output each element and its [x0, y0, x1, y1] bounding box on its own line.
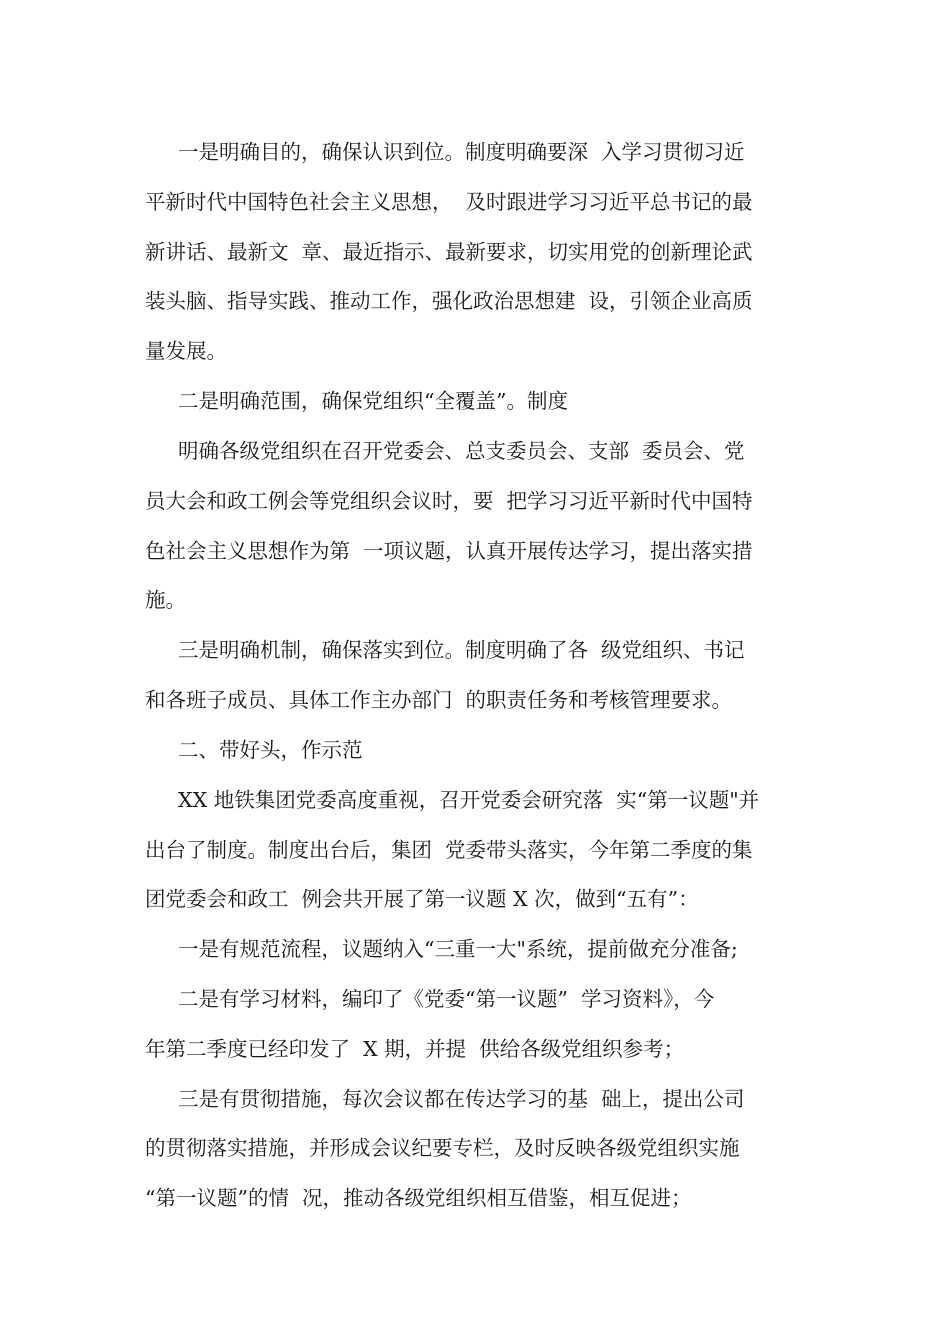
- text-line: “第一议题”的情 况，推动各级党组织相互借鉴，相互促进；: [145, 1186, 692, 1210]
- text-line: 平新时代中国特色社会主义思想， 及时跟进学习习近平总书记的最: [145, 190, 753, 214]
- text-line: 二是明确范围，确保党组织“全覆盖”。制度: [178, 389, 568, 413]
- section-heading: 二、带好头，作示范: [178, 738, 363, 762]
- text-line: 一是有规范流程，议题纳入“三重一大"系统，提前做充分准备;: [178, 937, 738, 961]
- text-line: XX 地铁集团党委高度重视，召开党委会研究落 实“第一议题"并: [178, 788, 760, 812]
- text-line: 团党委会和政工 例会共开展了第一议题 X 次，做到“五有”：: [145, 887, 699, 911]
- text-line: 一是明确目的，确保认识到位。制度明确要深 入学习贯彻习近: [178, 140, 745, 164]
- text-line: 三是有贯彻措施，每次会议都在传达学习的基 础上，提出公司: [178, 1087, 745, 1111]
- text-line: 三是明确机制，确保落实到位。制度明确了各 级党组织、书记: [178, 638, 745, 662]
- text-line: 年第二季度已经印发了 X 期，并提 供给各级党组织参考；: [145, 1037, 685, 1061]
- text-line: 出台了制度。制度出台后，集团 党委带头落实，今年第二季度的集: [145, 838, 753, 862]
- text-line: 员大会和政工例会等党组织会议时，要 把学习习近平新时代中国特: [145, 489, 753, 513]
- text-line: 施。: [145, 588, 186, 612]
- text-line: 新讲话、最新文 章、最近指示、最新要求，切实用党的创新理论武: [145, 240, 753, 264]
- text-line: 装头脑、指导实践、推动工作，强化政治思想建 设，引领企业高质: [145, 289, 753, 313]
- text-line: 明确各级党组织在召开党委会、总支委员会、支部 委员会、党: [178, 439, 745, 463]
- text-line: 和各班子成员、具体工作主办部门 的职责任务和考核管理要求。: [145, 688, 733, 712]
- text-line: 二是有学习材料，编印了《党委“第一议题” 学习资料》，今: [178, 987, 715, 1011]
- text-line: 量发展。: [145, 339, 227, 363]
- text-line: 的贯彻落实措施，并形成会议纪要专栏，及时反映各级党组织实施: [145, 1136, 740, 1160]
- text-line: 色社会主义思想作为第 一项议题，认真开展传达学习，提出落实措: [145, 539, 753, 563]
